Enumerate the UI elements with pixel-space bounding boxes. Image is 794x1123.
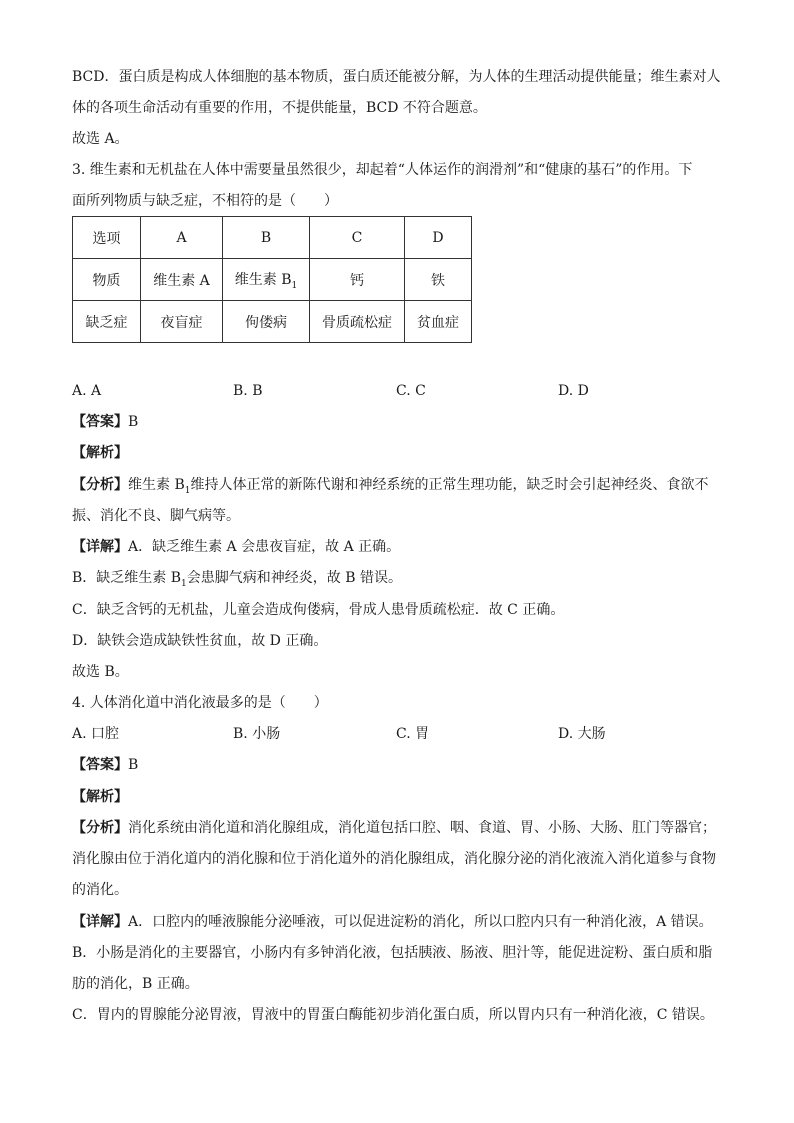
detail-line: C．胃内的胃腺能分泌胃液，胃液中的胃蛋白酶能初步消化蛋白质，所以胃内只有一种消化液，C 错误。 [72, 1007, 714, 1023]
detail-line: 肪的消化，B 正确。 [72, 976, 199, 992]
fenxi-text: 消化系统由消化道和消化腺组成，消化道包括口腔、咽、食道、胃、小肠、大肠、肛门等器官； [128, 820, 716, 836]
detail-line: D．缺铁会造成缺铁性贫血，故 D 正确。 [72, 633, 328, 649]
analysis-tag: 【解析】 [72, 445, 128, 461]
question-3-stem: 面所列物质与缺乏症，不相符的是（ ） [72, 193, 338, 209]
table-cell: 维生素 A [141, 259, 223, 301]
detail-line [72, 537, 732, 557]
detail-tag: 【详解】 [72, 539, 128, 555]
subscript: 1 [184, 485, 191, 496]
fenxi-line [72, 818, 732, 838]
fenxi-line [72, 475, 732, 501]
text-line: 消化腺由位于消化道内的消化腺和位于消化道外的消化腺组成，消化腺分泌的消化液流入消化道参与食物 [72, 851, 716, 867]
option-b: B. B [233, 383, 263, 399]
table-cell: 骨质疏松症 [310, 301, 405, 343]
option-c: C. C [396, 383, 426, 399]
table-row [73, 301, 472, 343]
detail-line [72, 568, 732, 594]
option-b: B. 小肠 [233, 726, 281, 742]
detail-text: A．缺乏维生素 A 会患夜盲症，故 A 正确。 [128, 539, 401, 555]
analysis-heading [72, 787, 732, 807]
table-cell: 佝偻病 [223, 301, 310, 343]
text-line: 故选 B。 [72, 664, 129, 680]
answer-line [72, 755, 732, 775]
detail-tag: 【详解】 [72, 914, 128, 930]
table-cell: B [223, 217, 310, 259]
option-d: D. D [558, 383, 589, 399]
table-cell: 夜盲症 [141, 301, 223, 343]
text-line: 故选 A。 [72, 131, 129, 147]
cell-text: 维生素 B [234, 271, 292, 288]
table-row [73, 259, 472, 301]
answer-tag: 【答案】 [72, 414, 128, 430]
table-cell: 缺乏症 [73, 301, 141, 343]
question-3-table [72, 216, 472, 343]
text-line: 振、消化不良、脚气病等。 [72, 508, 240, 524]
subscript: 1 [181, 578, 187, 589]
text-line: BCD．蛋白质是构成人体细胞的基本物质，蛋白质还能被分解，为人体的生理活动提供能量；维生素对人 [72, 69, 721, 85]
answer-line [72, 412, 732, 432]
question-4-stem: 4. 人体消化道中消化液最多的是（ ） [72, 695, 328, 711]
option-a: A. A [72, 383, 102, 399]
text-line: 体的各项生命活动有重要的作用，不提供能量，BCD 不符合题意。 [72, 100, 487, 116]
table-cell: 选项 [73, 217, 141, 259]
detail-line [72, 912, 732, 932]
detail-text: B．缺乏维生素 B [72, 570, 182, 586]
table-cell: 铁 [405, 259, 472, 301]
fenxi-text: 维生素 B [128, 477, 185, 493]
detail-text: 会患脚气病和神经炎，故 B 错误。 [186, 570, 402, 586]
table-cell: C [310, 217, 405, 259]
subscript: 1 [291, 280, 298, 291]
text-line: 的消化。 [72, 882, 128, 898]
answer-value: B [128, 757, 139, 773]
table-cell: D [405, 217, 472, 259]
fenxi-text: 维持人体正常的新陈代谢和神经系统的正常生理功能，缺乏时会引起神经炎、食欲不 [190, 477, 709, 493]
option-a: A. 口腔 [72, 726, 120, 742]
table-cell: A [141, 217, 223, 259]
detail-line: B．小肠是消化的主要器官，小肠内有多钟消化液，包括胰液、肠液、胆汁等，能促进淀粉、蛋白质和脂 [72, 945, 713, 961]
table-row [73, 217, 472, 259]
detail-text: A．口腔内的唾液腺能分泌唾液，可以促进淀粉的消化，所以口腔内只有一种消化液，A 错误。 [128, 914, 713, 930]
option-d: D. 大肠 [558, 726, 606, 742]
detail-line: C．缺乏含钙的无机盐，儿童会造成佝偻病，骨成人患骨质疏松症．故 C 正确。 [72, 602, 565, 618]
question-3-stem: 3. 维生素和无机盐在人体中需要量虽然很少，却起着“人体运作的润滑剂”和“健康的基石”的作用。下 [72, 162, 693, 178]
table-cell: 钙 [310, 259, 405, 301]
analysis-heading [72, 443, 732, 463]
fenxi-tag: 【分析】 [72, 820, 128, 836]
table-cell: 贫血症 [405, 301, 472, 343]
answer-value: B [128, 414, 139, 430]
table-cell [223, 259, 310, 301]
option-c: C. 胃 [396, 726, 430, 742]
table-cell: 物质 [73, 259, 141, 301]
fenxi-tag: 【分析】 [72, 477, 128, 493]
analysis-tag: 【解析】 [72, 789, 128, 805]
answer-tag: 【答案】 [72, 757, 128, 773]
